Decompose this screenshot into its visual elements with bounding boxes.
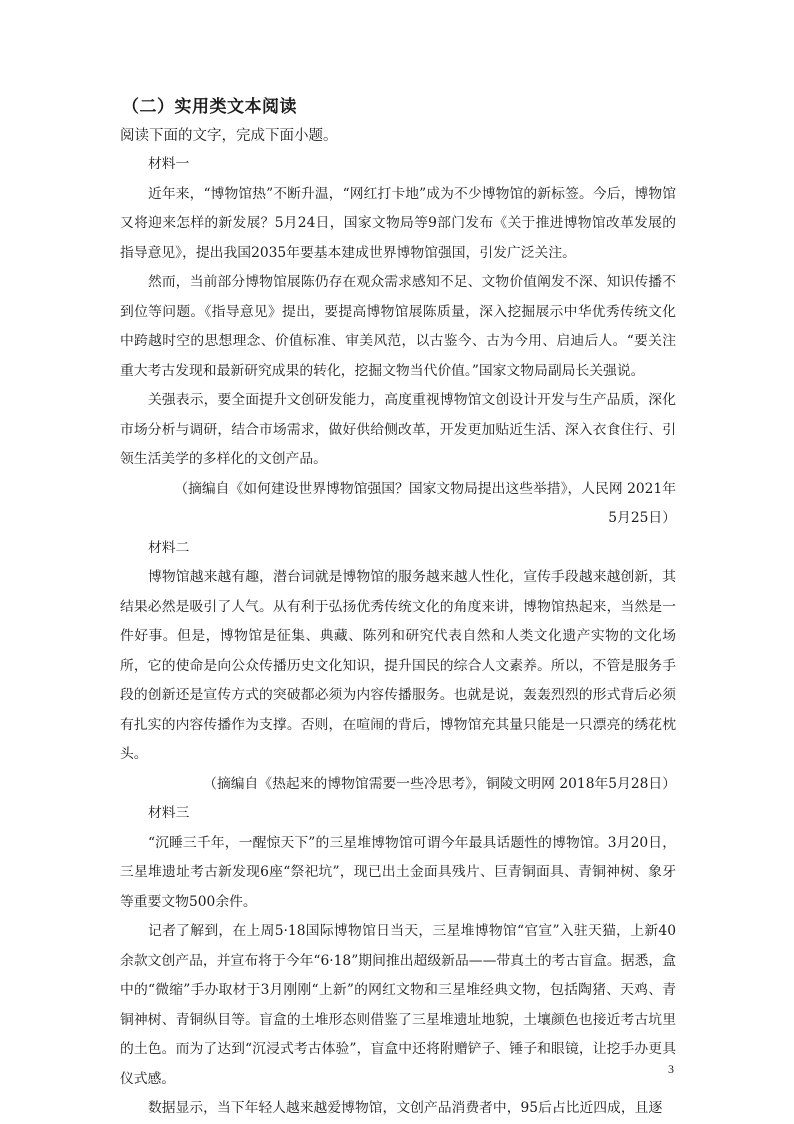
material-1-paragraph-3: 关强表示，要全面提升文创研发能力，高度重视博物馆文创设计开发与生产品质，深化市场分析与调研，结合市场需求，做好供给侧改革，开发更加贴近生活、深入衣食住行、引领生活美学的多样化的文创产品。 [120, 392, 676, 467]
reading-body [120, 150, 676, 1124]
material-2-label: 材料二 [148, 539, 190, 556]
material-2-source: （摘编自《热起来的博物馆需要一些冷思考》，铜陵文明网 2018年5月28日） [203, 775, 676, 792]
material-3-paragraph-1: “沉睡三千年，一醒惊天下”的三星堆博物馆可谓今年最具话题性的博物馆。3月20日，三星堆遗址考古新发现6座“祭祀坑”，现已出土金面具残片、巨青铜面具、青铜神树、象牙等重要文物500余件。 [120, 834, 676, 910]
material-3-paragraph-3: 数据显示，当下年轻人越来越爱博物馆，文创产品消费者中，95后占比近四成，且逐 [148, 1100, 663, 1116]
material-2-paragraph-1: 博物馆越来越有趣，潜台词就是博物馆的服务越来越人性化，宣传手段越来越创新，其结果必然是吸引了人气。从有利于弘扬优秀传统文化的角度来讲，博物馆热起来，当然是一件好事。但是，博物馆是征集、典藏、陈列和研究代表自然和人类文化遗产实物的文化场所，它的使命是向公众传播历史文化知识，提升国民的综合人文素养。所以，不管是服务手段的创新还是宣传方式的突破都必须为内容传播服务。也就是说，轰轰烈烈的形式背后必须有扎实的内容传播作为支撑。否则，在喧闹的背后，博物馆充其量只能是一只漂亮的绣花枕头。 [120, 569, 676, 762]
material-1-label: 材料一 [148, 156, 190, 172]
page-number: 3 [668, 1062, 674, 1076]
section-title: （二）实用类文本阅读 [122, 97, 297, 117]
material-3-label: 材料三 [148, 805, 190, 821]
material-3-paragraph-2: 记者了解到，在上周5·18国际博物馆日当天，三星堆博物馆“官宣”入驻天猫，上新40余款文创产品，并宣布将于今年“6·18”期间推出超级新品——带真土的考古盲盒。据悉，盒中的“微缩”手办取材于3月刚刚“上新”的网红文物和三星堆经典文物，包括陶猪、天鸡、青铜神树、青铜纵目等。盲盒的土堆形态则借鉴了三星堆遗址地貌，土壤颜色也接近考古坑里的土色。而为了达到“沉浸式考古体验”，盲盒中还将附赠铲子、锤子和眼镜，让挖手办更具仪式感。 [120, 923, 676, 1087]
instruction-text: 阅读下面的文字，完成下面小题。 [120, 128, 338, 144]
material-1-source: （摘编自《如何建设世界博物馆强国？国家文物局提出这些举措》，人民网 2021年5月25日） [174, 480, 676, 526]
material-1-paragraph-1: 近年来，“博物馆热”不断升温，“网红打卡地”成为不少博物馆的新标签。今后，博物馆又将迎来怎样的新发展？5月24日，国家文物局等9部门发布《关于推进博物馆改革发展的指导意见》，提出我国2035年要基本建成世界博物馆强国，引发广泛关注。 [120, 185, 676, 261]
material-1-paragraph-2: 然而，当前部分博物馆展陈仍存在观众需求感知不足、文物价值阐发不深、知识传播不到位等问题。《指导意见》提出，要提高博物馆展陈质量，深入挖掘展示中华优秀传统文化中跨越时空的思想理念、价值标准、审美风范，以古鉴今、古为今用、启迪后人。“要关注重大考古发现和最新研究成果的转化，挖掘文物当代价值。”国家文物局副局长关强说。 [120, 274, 676, 379]
